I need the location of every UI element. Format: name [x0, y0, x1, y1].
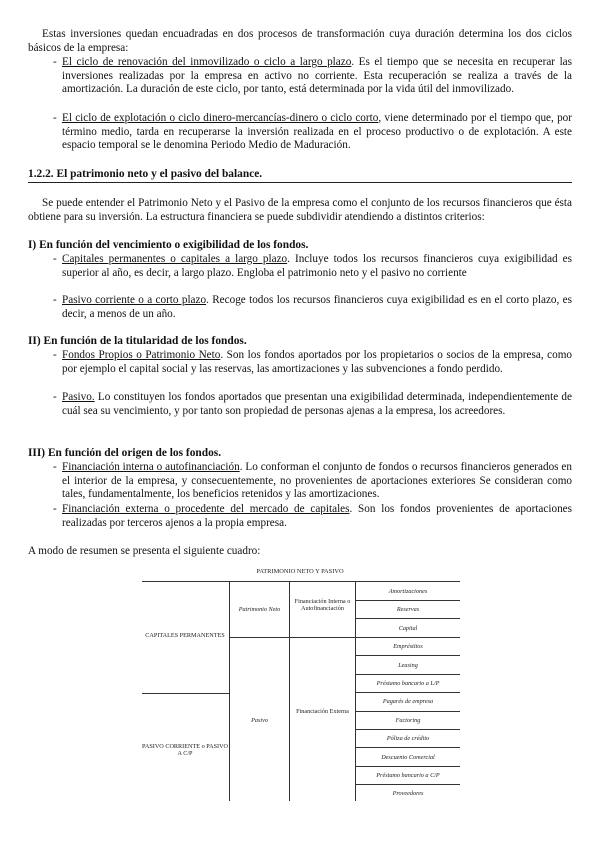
table-col3-externa: Financiación Externa	[296, 708, 349, 715]
group-3-heading: III) En función del origen de los fondos.	[28, 447, 222, 459]
table-item: Proveedores	[392, 790, 424, 797]
row-sep	[355, 766, 460, 767]
table-item: Préstamo bancario a L/P	[376, 680, 440, 687]
table-col1-pasivo-corriente: PASIVO CORRIENTE o PASIVO A C/P	[142, 743, 229, 757]
row-sep	[355, 637, 460, 638]
row-sep	[355, 600, 460, 601]
group-1-heading: I) En función del vencimiento o exigibilidad de los fondos.	[28, 239, 309, 251]
summary-intro: A modo de resumen se presenta el siguiente cuadro:	[28, 545, 261, 557]
bullet-title: Financiación externa o procedente del mercado de capitales	[62, 503, 350, 515]
row-sep	[355, 784, 460, 785]
table-col2-pasivo: Pasivo	[251, 717, 268, 724]
table-item: Leasing	[398, 662, 418, 669]
group-2-bullet-2: - Pasivo. Lo constituyen los fondos aportados que presentan una exigibilidad determinada, independientemente de cuál sea su vencimiento, y por tanto son propiedad de personas ajenas a la empresa, los acreedores.	[53, 391, 572, 417]
section-paragraph: Se puede entender el Patrimonio Neto y el Pasivo de la empresa como el conjunto de los recursos financieros que ésta obtiene para su inversión. La estructura financiera se puede subdividir atendiendo a distintos criterios:	[28, 197, 572, 223]
table-item: Reservas	[396, 606, 420, 613]
bullet-text: , viene determinado por el tiempo que, por término medio, tarda en recuperarse la inversión realizada en el proceso productivo o de explotación. A este espacio temporal se le denomina Periodo Medio de Maduración.	[62, 112, 572, 152]
table-item: Factoring	[395, 717, 421, 724]
group-1-bullet-2: - Pasivo corriente o a corto plazo. Recoge todos los recursos financieros cuya exigibilidad es en el corto plazo, es decir, a menos de un año.	[53, 294, 572, 320]
bullet-text: . Lo conforman el conjunto de fondos o recursos financieros generados en el interior de la empresa, y consecuentemente, no provenientes de aportaciones exteriores Se consideran como tales, fundamentalmente, los beneficios retenidos y las amortizaciones.	[62, 461, 572, 501]
bullet-title: Pasivo.	[62, 391, 95, 403]
table-item: Póliza de crédito	[386, 735, 430, 742]
group-3-bullet-1: - Financiación interna o autofinanciación. Lo conforman el conjunto de fondos o recursos financieros generados en el interior de la empresa, y consecuentemente, no provenientes de aportaciones exteriores Se consideran como tales, fundamentalmente, los beneficios retenidos y las amortizaciones.	[53, 461, 572, 501]
row-sep	[355, 692, 460, 693]
intro-bullet-2: - El ciclo de explotación o ciclo dinero-mercancías-dinero o ciclo corto, viene determinado por el tiempo que, por término medio, tarda en recuperarse la inversión realizada en el proceso productivo o de explotación. A este espacio temporal se le denomina Periodo Medio de Maduración.	[53, 112, 572, 152]
bullet-title: El ciclo de explotación o ciclo dinero-mercancías-dinero o ciclo corto	[62, 112, 379, 124]
table-item: Pagarés de empresa	[382, 698, 434, 705]
table-item: Amortizaciones	[388, 588, 428, 595]
group-2-heading: II) En función de la titularidad de los fondos.	[28, 335, 247, 347]
row-sep	[355, 655, 460, 656]
bullet-title: Capitales permanentes o capitales a largo plazo	[62, 253, 288, 265]
table-col3-divider	[289, 637, 355, 638]
group-1-bullet-1: - Capitales permanentes o capitales a largo plazo. Incluye todos los recursos financieros cuya exigibilidad es superior al año, es decir, a largo plazo. Engloba el patrimonio neto y el pasivo no corriente	[53, 253, 572, 279]
bullet-text: . Son los fondos aportados por los propietarios o socios de la empresa, como por ejemplo el capital social y las reservas, las amortizaciones y las subvenciones a fondo perdido.	[62, 349, 573, 375]
row-sep	[355, 747, 460, 748]
section-heading: 1.2.2. El patrimonio neto y el pasivo del balance.	[28, 168, 263, 180]
table-col2-divider	[229, 637, 289, 638]
row-sep	[355, 711, 460, 712]
bullet-title: Fondos Propios o Patrimonio Neto	[62, 349, 221, 361]
group-3-bullet-2: - Financiación externa o procedente del mercado de capitales. Son los fondos provenientes de aportaciones realizadas por terceros ajenos a la propia empresa.	[53, 503, 572, 529]
table-item: Capital	[398, 625, 418, 632]
bullet-title: El ciclo de renovación del inmovilizado o ciclo a largo plazo	[62, 56, 352, 68]
bullet-text: . Incluye todos los recursos financieros cuya exigibilidad es superior al año, es decir, a largo plazo. Engloba el patrimonio neto y el pasivo no corriente	[62, 253, 572, 279]
bullet-text: . Son los fondos provenientes de aportaciones realizadas por terceros ajenos a la propia empresa.	[62, 503, 572, 529]
bullet-title: Financiación interna o autofinanciación	[62, 461, 240, 473]
table-title: PATRIMONIO NETO Y PASIVO	[256, 568, 344, 575]
table-item: Préstamo bancario a C/P	[376, 772, 440, 779]
table-col1-divider	[142, 693, 229, 694]
row-sep	[355, 729, 460, 730]
table-top-rule	[142, 581, 460, 582]
table-item: Empréstitos	[393, 643, 423, 650]
bullet-title: Pasivo corriente o a corto plazo	[62, 294, 207, 306]
table-vline-1	[229, 581, 230, 801]
table-col3-interna: Financiación Interna o Autofinanciación	[294, 598, 351, 612]
bullet-text: . Es el tiempo que se necesita en recuperar las inversiones realizadas por la empresa en activo no corriente. Esta recuperación se realiza a través de la amortización. La duración de este ciclo, por tanto, está determinada por la vida útil del inmovilizado.	[62, 56, 572, 96]
table-item: Descuento Comercial	[381, 754, 435, 761]
table-col2-patrimonio-neto: Patrimonio Neto	[238, 606, 281, 613]
table-vline-2	[289, 581, 290, 801]
bullet-text: Lo constituyen los fondos aportados que presentan una exigibilidad determinada, independientemente de cuál sea su vencimiento, y por tanto son propiedad de personas ajenas a la empresa, los acreedores.	[62, 391, 572, 417]
group-2-bullet-1: - Fondos Propios o Patrimonio Neto. Son los fondos aportados por los propietarios o socios de la empresa, como por ejemplo el capital social y las reservas, las amortizaciones y las subvenciones a fondo perdido.	[53, 349, 573, 375]
table-vline-3	[355, 581, 356, 801]
row-sep	[355, 618, 460, 619]
row-sep	[355, 674, 460, 675]
intro-bullet-1: - El ciclo de renovación del inmovilizado o ciclo a largo plazo. Es el tiempo que se necesita en recuperar las inversiones realizadas por la empresa en activo no corriente. Esta recuperación se realiza a través de la amortización. La duración de este ciclo, por tanto, está determinada por la vida útil del inmovilizado.	[53, 56, 572, 96]
table-col1-capitales: CAPITALES PERMANENTES	[145, 632, 225, 639]
intro-paragraph: Estas inversiones quedan encuadradas en dos procesos de transformación cuya duración determina los dos ciclos básicos de la empresa:	[28, 28, 572, 54]
bullet-text: . Recoge todos los recursos financieros cuya exigibilidad es en el corto plazo, es decir, a menos de un año.	[62, 294, 572, 320]
